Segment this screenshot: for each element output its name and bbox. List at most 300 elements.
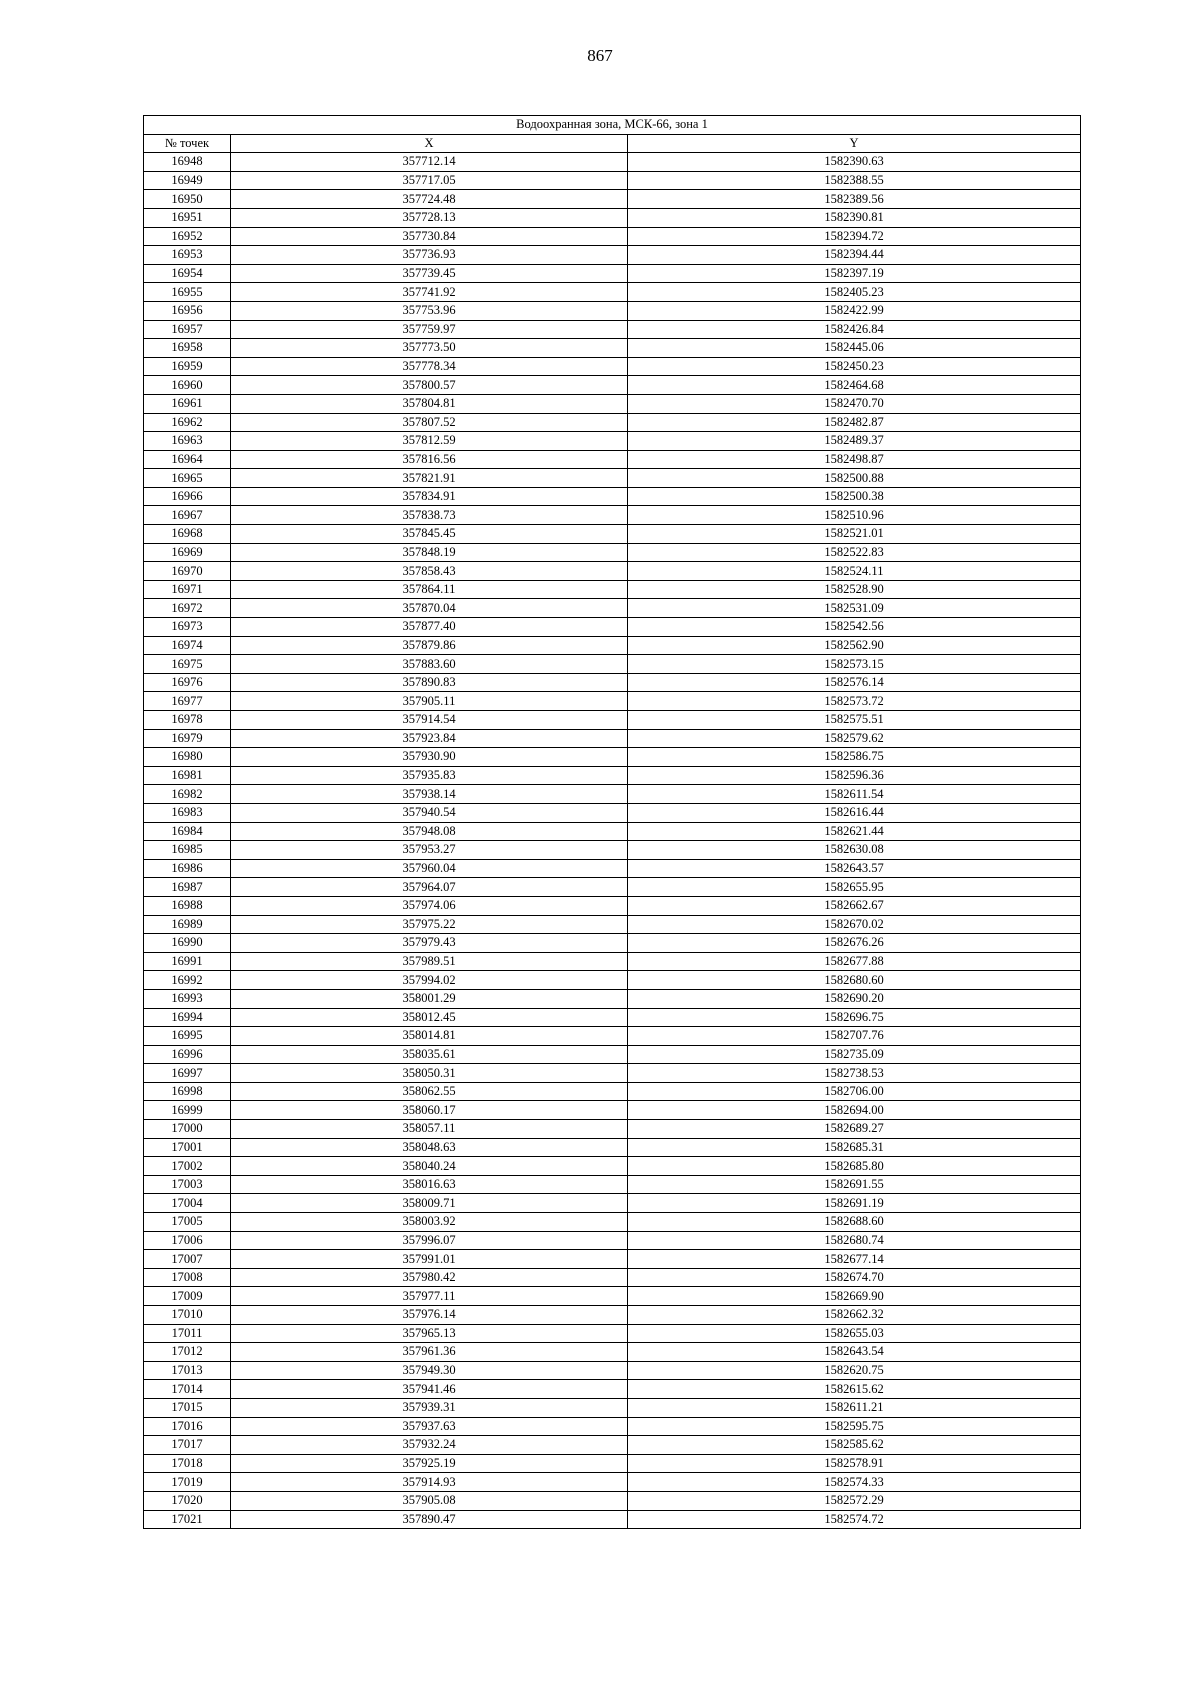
table-row <box>144 413 1081 432</box>
table-row <box>144 915 1081 934</box>
point-number-cell: 17003 <box>144 1175 231 1194</box>
point-number-cell: 16985 <box>144 841 231 860</box>
table-row <box>144 655 1081 674</box>
coordinates-table <box>143 115 1081 1529</box>
point-number-cell: 16948 <box>144 153 231 172</box>
y-coordinate-cell: 1582685.31 <box>628 1138 1081 1157</box>
point-number-cell: 16992 <box>144 971 231 990</box>
x-coordinate-cell: 357890.47 <box>231 1510 628 1529</box>
y-coordinate-cell: 1582738.53 <box>628 1064 1081 1083</box>
x-coordinate-cell: 357804.81 <box>231 394 628 413</box>
table-row <box>144 748 1081 767</box>
table-row <box>144 1231 1081 1250</box>
table-row <box>144 376 1081 395</box>
point-number-cell: 17007 <box>144 1250 231 1269</box>
x-coordinate-cell: 358060.17 <box>231 1101 628 1120</box>
x-coordinate-cell: 357739.45 <box>231 264 628 283</box>
y-coordinate-cell: 1582388.55 <box>628 171 1081 190</box>
table-row <box>144 469 1081 488</box>
x-coordinate-cell: 358050.31 <box>231 1064 628 1083</box>
x-coordinate-cell: 357914.93 <box>231 1473 628 1492</box>
point-number-cell: 16968 <box>144 525 231 544</box>
y-coordinate-cell: 1582677.88 <box>628 952 1081 971</box>
y-coordinate-cell: 1582489.37 <box>628 432 1081 451</box>
y-coordinate-cell: 1582574.72 <box>628 1510 1081 1529</box>
x-coordinate-cell: 357864.11 <box>231 580 628 599</box>
x-coordinate-cell: 357724.48 <box>231 190 628 209</box>
table-row <box>144 711 1081 730</box>
y-coordinate-cell: 1582573.72 <box>628 692 1081 711</box>
column-header-y: Y <box>628 134 1081 153</box>
point-number-cell: 16970 <box>144 562 231 581</box>
x-coordinate-cell: 357930.90 <box>231 748 628 767</box>
point-number-cell: 17018 <box>144 1454 231 1473</box>
y-coordinate-cell: 1582611.54 <box>628 785 1081 804</box>
x-coordinate-cell: 357879.86 <box>231 636 628 655</box>
table-row <box>144 487 1081 506</box>
column-header-point-number: № точек <box>144 134 231 153</box>
x-coordinate-cell: 357935.83 <box>231 766 628 785</box>
x-coordinate-cell: 357883.60 <box>231 655 628 674</box>
point-number-cell: 17009 <box>144 1287 231 1306</box>
point-number-cell: 16987 <box>144 878 231 897</box>
x-coordinate-cell: 358014.81 <box>231 1027 628 1046</box>
point-number-cell: 16978 <box>144 711 231 730</box>
y-coordinate-cell: 1582390.63 <box>628 153 1081 172</box>
table-row <box>144 896 1081 915</box>
y-coordinate-cell: 1582676.26 <box>628 934 1081 953</box>
y-coordinate-cell: 1582572.29 <box>628 1491 1081 1510</box>
point-number-cell: 16995 <box>144 1027 231 1046</box>
point-number-cell: 16983 <box>144 803 231 822</box>
point-number-cell: 17016 <box>144 1417 231 1436</box>
point-number-cell: 16997 <box>144 1064 231 1083</box>
y-coordinate-cell: 1582542.56 <box>628 618 1081 637</box>
table-row <box>144 506 1081 525</box>
y-coordinate-cell: 1582690.20 <box>628 989 1081 1008</box>
x-coordinate-cell: 357759.97 <box>231 320 628 339</box>
table-row <box>144 822 1081 841</box>
table-row <box>144 878 1081 897</box>
x-coordinate-cell: 357977.11 <box>231 1287 628 1306</box>
table-row <box>144 562 1081 581</box>
x-coordinate-cell: 357821.91 <box>231 469 628 488</box>
y-coordinate-cell: 1582691.55 <box>628 1175 1081 1194</box>
point-number-cell: 16971 <box>144 580 231 599</box>
table-row <box>144 153 1081 172</box>
point-number-cell: 17010 <box>144 1306 231 1325</box>
y-coordinate-cell: 1582655.95 <box>628 878 1081 897</box>
x-coordinate-cell: 358001.29 <box>231 989 628 1008</box>
table-row <box>144 1101 1081 1120</box>
y-coordinate-cell: 1582655.03 <box>628 1324 1081 1343</box>
table-row <box>144 1268 1081 1287</box>
x-coordinate-cell: 357838.73 <box>231 506 628 525</box>
y-coordinate-cell: 1582389.56 <box>628 190 1081 209</box>
y-coordinate-cell: 1582674.70 <box>628 1268 1081 1287</box>
x-coordinate-cell: 357938.14 <box>231 785 628 804</box>
table-row <box>144 1398 1081 1417</box>
point-number-cell: 16949 <box>144 171 231 190</box>
y-coordinate-cell: 1582670.02 <box>628 915 1081 934</box>
point-number-cell: 16974 <box>144 636 231 655</box>
point-number-cell: 17000 <box>144 1120 231 1139</box>
y-coordinate-cell: 1582643.57 <box>628 859 1081 878</box>
point-number-cell: 16958 <box>144 339 231 358</box>
x-coordinate-cell: 357949.30 <box>231 1361 628 1380</box>
x-coordinate-cell: 357941.46 <box>231 1380 628 1399</box>
point-number-cell: 16952 <box>144 227 231 246</box>
y-coordinate-cell: 1582464.68 <box>628 376 1081 395</box>
table-row <box>144 1250 1081 1269</box>
table-row <box>144 1064 1081 1083</box>
table-body <box>144 153 1081 1529</box>
y-coordinate-cell: 1582573.15 <box>628 655 1081 674</box>
point-number-cell: 17015 <box>144 1398 231 1417</box>
table-row <box>144 190 1081 209</box>
point-number-cell: 16991 <box>144 952 231 971</box>
table-row <box>144 599 1081 618</box>
table-row <box>144 283 1081 302</box>
table-row <box>144 859 1081 878</box>
x-coordinate-cell: 358057.11 <box>231 1120 628 1139</box>
point-number-cell: 16953 <box>144 246 231 265</box>
x-coordinate-cell: 357939.31 <box>231 1398 628 1417</box>
point-number-cell: 16977 <box>144 692 231 711</box>
x-coordinate-cell: 357991.01 <box>231 1250 628 1269</box>
x-coordinate-cell: 357974.06 <box>231 896 628 915</box>
y-coordinate-cell: 1582390.81 <box>628 208 1081 227</box>
point-number-cell: 17001 <box>144 1138 231 1157</box>
x-coordinate-cell: 357980.42 <box>231 1268 628 1287</box>
table-row <box>144 1361 1081 1380</box>
x-coordinate-cell: 358003.92 <box>231 1213 628 1232</box>
x-coordinate-cell: 357870.04 <box>231 599 628 618</box>
point-number-cell: 17013 <box>144 1361 231 1380</box>
table-row <box>144 1082 1081 1101</box>
point-number-cell: 17020 <box>144 1491 231 1510</box>
x-coordinate-cell: 357948.08 <box>231 822 628 841</box>
table-row <box>144 1380 1081 1399</box>
table-row <box>144 1436 1081 1455</box>
table-row <box>144 301 1081 320</box>
x-coordinate-cell: 357800.57 <box>231 376 628 395</box>
point-number-cell: 16980 <box>144 748 231 767</box>
x-coordinate-cell: 357858.43 <box>231 562 628 581</box>
y-coordinate-cell: 1582585.62 <box>628 1436 1081 1455</box>
x-coordinate-cell: 358048.63 <box>231 1138 628 1157</box>
table-row <box>144 841 1081 860</box>
y-coordinate-cell: 1582500.88 <box>628 469 1081 488</box>
table-row <box>144 1120 1081 1139</box>
table-row <box>144 1324 1081 1343</box>
page-number: 867 <box>587 46 613 65</box>
y-coordinate-cell: 1582482.87 <box>628 413 1081 432</box>
y-coordinate-cell: 1582677.14 <box>628 1250 1081 1269</box>
table-row <box>144 766 1081 785</box>
x-coordinate-cell: 357773.50 <box>231 339 628 358</box>
table-row <box>144 1008 1081 1027</box>
x-coordinate-cell: 357976.14 <box>231 1306 628 1325</box>
y-coordinate-cell: 1582500.38 <box>628 487 1081 506</box>
x-coordinate-cell: 357961.36 <box>231 1343 628 1362</box>
y-coordinate-cell: 1582450.23 <box>628 357 1081 376</box>
y-coordinate-cell: 1582574.33 <box>628 1473 1081 1492</box>
table-row <box>144 989 1081 1008</box>
y-coordinate-cell: 1582611.21 <box>628 1398 1081 1417</box>
x-coordinate-cell: 357778.34 <box>231 357 628 376</box>
y-coordinate-cell: 1582643.54 <box>628 1343 1081 1362</box>
x-coordinate-cell: 357932.24 <box>231 1436 628 1455</box>
x-coordinate-cell: 357960.04 <box>231 859 628 878</box>
y-coordinate-cell: 1582616.44 <box>628 803 1081 822</box>
x-coordinate-cell: 357905.08 <box>231 1491 628 1510</box>
table-row <box>144 171 1081 190</box>
x-coordinate-cell: 357940.54 <box>231 803 628 822</box>
point-number-cell: 17008 <box>144 1268 231 1287</box>
y-coordinate-cell: 1582621.44 <box>628 822 1081 841</box>
table-row <box>144 227 1081 246</box>
y-coordinate-cell: 1582522.83 <box>628 543 1081 562</box>
y-coordinate-cell: 1582521.01 <box>628 525 1081 544</box>
point-number-cell: 16954 <box>144 264 231 283</box>
x-coordinate-cell: 358040.24 <box>231 1157 628 1176</box>
point-number-cell: 16979 <box>144 729 231 748</box>
table-row <box>144 450 1081 469</box>
y-coordinate-cell: 1582688.60 <box>628 1213 1081 1232</box>
x-coordinate-cell: 357964.07 <box>231 878 628 897</box>
x-coordinate-cell: 357741.92 <box>231 283 628 302</box>
table-row <box>144 1194 1081 1213</box>
table-row <box>144 525 1081 544</box>
table-row <box>144 1491 1081 1510</box>
table-row <box>144 729 1081 748</box>
table-row <box>144 264 1081 283</box>
point-number-cell: 16959 <box>144 357 231 376</box>
table-row <box>144 1027 1081 1046</box>
point-number-cell: 16999 <box>144 1101 231 1120</box>
point-number-cell: 17019 <box>144 1473 231 1492</box>
table-row <box>144 636 1081 655</box>
point-number-cell: 17006 <box>144 1231 231 1250</box>
point-number-cell: 17004 <box>144 1194 231 1213</box>
y-coordinate-cell: 1582422.99 <box>628 301 1081 320</box>
x-coordinate-cell: 357953.27 <box>231 841 628 860</box>
y-coordinate-cell: 1582562.90 <box>628 636 1081 655</box>
x-coordinate-cell: 357730.84 <box>231 227 628 246</box>
y-coordinate-cell: 1582707.76 <box>628 1027 1081 1046</box>
y-coordinate-cell: 1582528.90 <box>628 580 1081 599</box>
y-coordinate-cell: 1582615.62 <box>628 1380 1081 1399</box>
x-coordinate-cell: 358062.55 <box>231 1082 628 1101</box>
y-coordinate-cell: 1582405.23 <box>628 283 1081 302</box>
table-row <box>144 1138 1081 1157</box>
table-row <box>144 1045 1081 1064</box>
y-coordinate-cell: 1582662.67 <box>628 896 1081 915</box>
table-row <box>144 1175 1081 1194</box>
point-number-cell: 16957 <box>144 320 231 339</box>
point-number-cell: 16982 <box>144 785 231 804</box>
y-coordinate-cell: 1582662.32 <box>628 1306 1081 1325</box>
y-coordinate-cell: 1582575.51 <box>628 711 1081 730</box>
table-row <box>144 692 1081 711</box>
y-coordinate-cell: 1582669.90 <box>628 1287 1081 1306</box>
point-number-cell: 17014 <box>144 1380 231 1399</box>
x-coordinate-cell: 357848.19 <box>231 543 628 562</box>
point-number-cell: 16984 <box>144 822 231 841</box>
table-row <box>144 1213 1081 1232</box>
point-number-cell: 17012 <box>144 1343 231 1362</box>
x-coordinate-cell: 357736.93 <box>231 246 628 265</box>
table-row <box>144 934 1081 953</box>
y-coordinate-cell: 1582735.09 <box>628 1045 1081 1064</box>
y-coordinate-cell: 1582694.00 <box>628 1101 1081 1120</box>
table-row <box>144 246 1081 265</box>
table-title: Водоохранная зона, МСК-66, зона 1 <box>144 116 1081 135</box>
y-coordinate-cell: 1582696.75 <box>628 1008 1081 1027</box>
x-coordinate-cell: 357717.05 <box>231 171 628 190</box>
table-row <box>144 1287 1081 1306</box>
point-number-cell: 16955 <box>144 283 231 302</box>
x-coordinate-cell: 357890.83 <box>231 673 628 692</box>
point-number-cell: 16988 <box>144 896 231 915</box>
x-coordinate-cell: 357807.52 <box>231 413 628 432</box>
x-coordinate-cell: 358016.63 <box>231 1175 628 1194</box>
table-row <box>144 580 1081 599</box>
x-coordinate-cell: 357996.07 <box>231 1231 628 1250</box>
point-number-cell: 16994 <box>144 1008 231 1027</box>
y-coordinate-cell: 1582706.00 <box>628 1082 1081 1101</box>
y-coordinate-cell: 1582498.87 <box>628 450 1081 469</box>
column-header-x: X <box>231 134 628 153</box>
y-coordinate-cell: 1582510.96 <box>628 506 1081 525</box>
point-number-cell: 16951 <box>144 208 231 227</box>
table-row <box>144 803 1081 822</box>
x-coordinate-cell: 357753.96 <box>231 301 628 320</box>
table-row <box>144 543 1081 562</box>
x-coordinate-cell: 357845.45 <box>231 525 628 544</box>
table-row <box>144 952 1081 971</box>
table-row <box>144 208 1081 227</box>
table-row <box>144 618 1081 637</box>
x-coordinate-cell: 358035.61 <box>231 1045 628 1064</box>
x-coordinate-cell: 357905.11 <box>231 692 628 711</box>
x-coordinate-cell: 357914.54 <box>231 711 628 730</box>
point-number-cell: 16966 <box>144 487 231 506</box>
y-coordinate-cell: 1582595.75 <box>628 1417 1081 1436</box>
y-coordinate-cell: 1582689.27 <box>628 1120 1081 1139</box>
point-number-cell: 16964 <box>144 450 231 469</box>
table-row <box>144 971 1081 990</box>
point-number-cell: 17021 <box>144 1510 231 1529</box>
y-coordinate-cell: 1582685.80 <box>628 1157 1081 1176</box>
point-number-cell: 16973 <box>144 618 231 637</box>
table-row <box>144 394 1081 413</box>
y-coordinate-cell: 1582620.75 <box>628 1361 1081 1380</box>
table-row <box>144 1306 1081 1325</box>
x-coordinate-cell: 357812.59 <box>231 432 628 451</box>
x-coordinate-cell: 357834.91 <box>231 487 628 506</box>
point-number-cell: 17011 <box>144 1324 231 1343</box>
x-coordinate-cell: 357975.22 <box>231 915 628 934</box>
table-row <box>144 432 1081 451</box>
point-number-cell: 16960 <box>144 376 231 395</box>
y-coordinate-cell: 1582680.74 <box>628 1231 1081 1250</box>
point-number-cell: 16976 <box>144 673 231 692</box>
y-coordinate-cell: 1582397.19 <box>628 264 1081 283</box>
point-number-cell: 16990 <box>144 934 231 953</box>
point-number-cell: 16969 <box>144 543 231 562</box>
y-coordinate-cell: 1582579.62 <box>628 729 1081 748</box>
point-number-cell: 16963 <box>144 432 231 451</box>
y-coordinate-cell: 1582630.08 <box>628 841 1081 860</box>
table-row <box>144 1510 1081 1529</box>
x-coordinate-cell: 358009.71 <box>231 1194 628 1213</box>
x-coordinate-cell: 357989.51 <box>231 952 628 971</box>
x-coordinate-cell: 357816.56 <box>231 450 628 469</box>
y-coordinate-cell: 1582578.91 <box>628 1454 1081 1473</box>
point-number-cell: 16993 <box>144 989 231 1008</box>
table-row <box>144 1454 1081 1473</box>
point-number-cell: 16967 <box>144 506 231 525</box>
point-number-cell: 16998 <box>144 1082 231 1101</box>
point-number-cell: 16989 <box>144 915 231 934</box>
x-coordinate-cell: 357877.40 <box>231 618 628 637</box>
table-row <box>144 1417 1081 1436</box>
x-coordinate-cell: 357923.84 <box>231 729 628 748</box>
point-number-cell: 16956 <box>144 301 231 320</box>
y-coordinate-cell: 1582691.19 <box>628 1194 1081 1213</box>
x-coordinate-cell: 357979.43 <box>231 934 628 953</box>
y-coordinate-cell: 1582680.60 <box>628 971 1081 990</box>
table-row <box>144 357 1081 376</box>
point-number-cell: 16986 <box>144 859 231 878</box>
x-coordinate-cell: 357937.63 <box>231 1417 628 1436</box>
point-number-cell: 16981 <box>144 766 231 785</box>
x-coordinate-cell: 357925.19 <box>231 1454 628 1473</box>
table-row <box>144 673 1081 692</box>
point-number-cell: 16962 <box>144 413 231 432</box>
table-row <box>144 339 1081 358</box>
y-coordinate-cell: 1582470.70 <box>628 394 1081 413</box>
y-coordinate-cell: 1582576.14 <box>628 673 1081 692</box>
point-number-cell: 17005 <box>144 1213 231 1232</box>
table-row <box>144 1473 1081 1492</box>
x-coordinate-cell: 357712.14 <box>231 153 628 172</box>
table-row <box>144 320 1081 339</box>
x-coordinate-cell: 357728.13 <box>231 208 628 227</box>
y-coordinate-cell: 1582394.72 <box>628 227 1081 246</box>
point-number-cell: 16996 <box>144 1045 231 1064</box>
y-coordinate-cell: 1582445.06 <box>628 339 1081 358</box>
point-number-cell: 16965 <box>144 469 231 488</box>
table-row <box>144 785 1081 804</box>
point-number-cell: 16972 <box>144 599 231 618</box>
x-coordinate-cell: 358012.45 <box>231 1008 628 1027</box>
point-number-cell: 17017 <box>144 1436 231 1455</box>
y-coordinate-cell: 1582394.44 <box>628 246 1081 265</box>
y-coordinate-cell: 1582426.84 <box>628 320 1081 339</box>
point-number-cell: 17002 <box>144 1157 231 1176</box>
table-row <box>144 1157 1081 1176</box>
point-number-cell: 16950 <box>144 190 231 209</box>
y-coordinate-cell: 1582531.09 <box>628 599 1081 618</box>
point-number-cell: 16961 <box>144 394 231 413</box>
y-coordinate-cell: 1582524.11 <box>628 562 1081 581</box>
y-coordinate-cell: 1582596.36 <box>628 766 1081 785</box>
y-coordinate-cell: 1582586.75 <box>628 748 1081 767</box>
x-coordinate-cell: 357965.13 <box>231 1324 628 1343</box>
